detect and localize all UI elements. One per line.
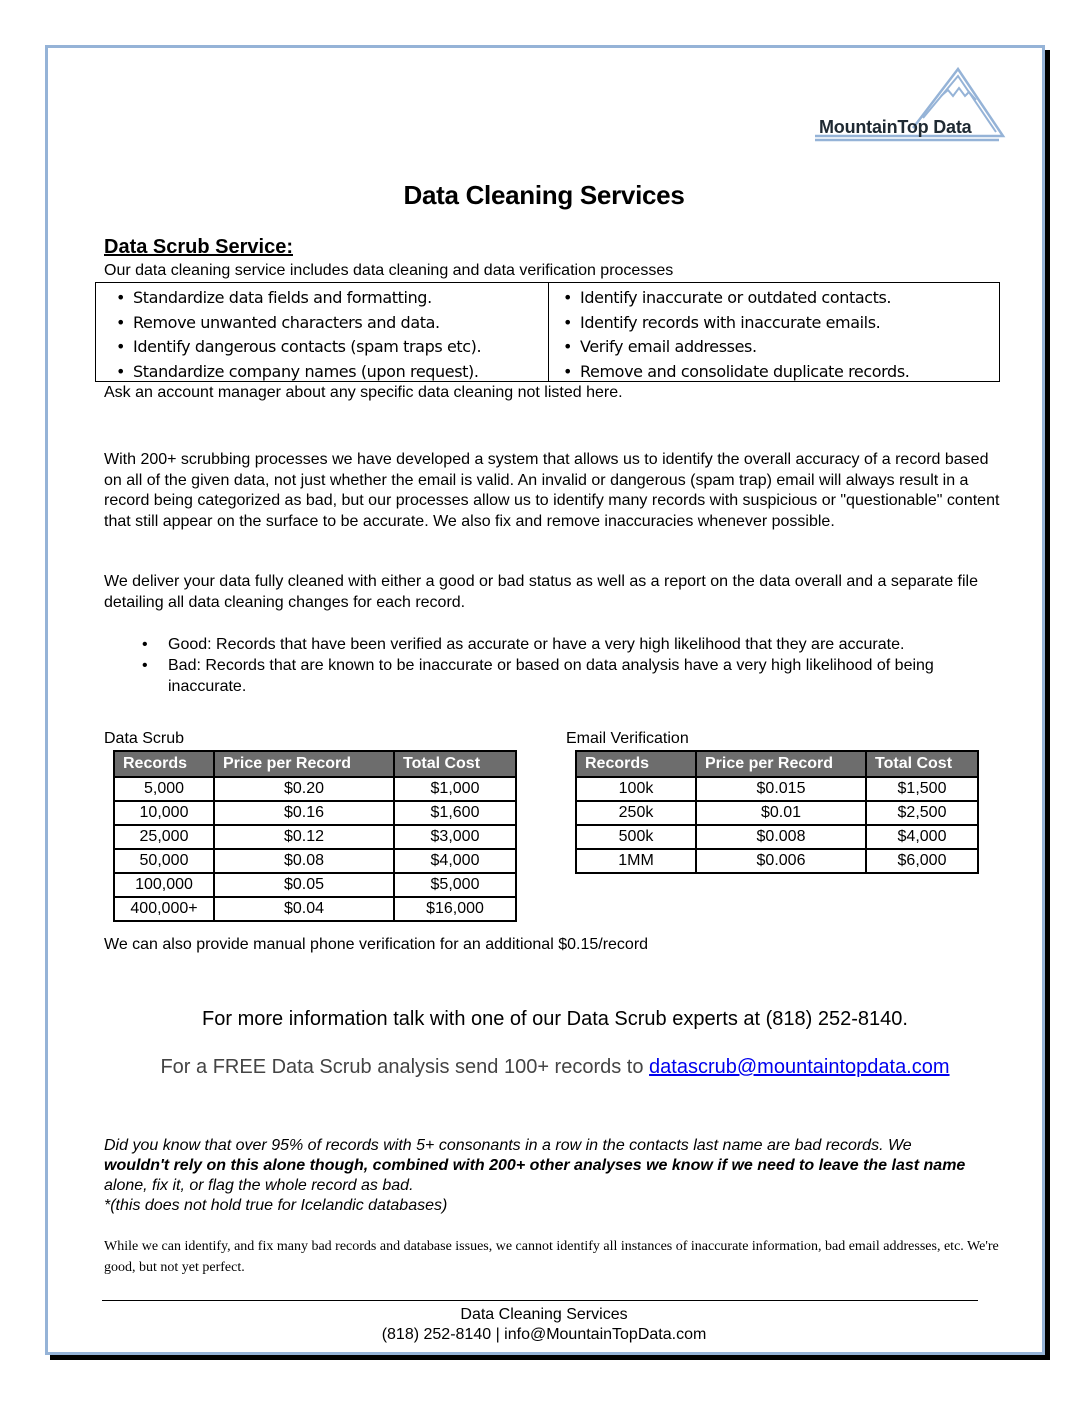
- table-cell: 50,000: [114, 849, 214, 873]
- table-row: [114, 777, 516, 801]
- table-cell: $0.05: [214, 873, 394, 897]
- table-row: [576, 849, 978, 873]
- table-cell: $0.08: [214, 849, 394, 873]
- footer-contact: (818) 252-8140 | info@MountainTopData.com: [381, 1326, 707, 1343]
- column-header: Total Cost: [866, 751, 978, 777]
- table-cell: $0.006: [696, 849, 866, 873]
- service-intro: Our data cleaning service includes data cleaning and data verification processes: [104, 262, 674, 279]
- table-cell: $1,000: [394, 777, 516, 801]
- features-box: [95, 282, 1000, 382]
- table-cell: $16,000: [394, 897, 516, 921]
- column-header: Price per Record: [696, 751, 866, 777]
- status-bad: • Bad: Records that are known to be inaccurate or based on data analysis have a very high likelihood of being inaccurate.: [104, 655, 1004, 697]
- table-row: [114, 897, 516, 921]
- feature-item: • Standardize company names (upon request).: [116, 360, 548, 385]
- table-cell: $2,500: [866, 801, 978, 825]
- disclaimer: While we can identify, and fix many bad records and database issues, we cannot identify all instances of inaccurate information, bad email addresses, etc. We're good, but not yet perfect.: [104, 1239, 999, 1275]
- table-header-row: [114, 751, 516, 777]
- table-row: [576, 825, 978, 849]
- features-right-column: [548, 283, 999, 381]
- table-cell: 100,000: [114, 873, 214, 897]
- features-left-column: [96, 283, 548, 381]
- brand-logo: [813, 66, 1008, 146]
- table-cell: $0.01: [696, 801, 866, 825]
- footer-divider: [102, 1300, 978, 1301]
- email-verification-table-label: Email Verification: [566, 730, 689, 747]
- table-cell: $0.20: [214, 777, 394, 801]
- table-cell: 5,000: [114, 777, 214, 801]
- section-heading: Data Scrub Service:: [104, 236, 293, 258]
- contact-cta: For more information talk with one of our Data Scrub experts at (818) 252-8140.: [202, 1008, 908, 1030]
- table-cell: $0.12: [214, 825, 394, 849]
- table-cell: $1,500: [866, 777, 978, 801]
- column-header: Records: [114, 751, 214, 777]
- free-analysis-cta: [0, 1056, 1088, 1079]
- column-header: Total Cost: [394, 751, 516, 777]
- table-cell: 10,000: [114, 801, 214, 825]
- feature-item: • Identify dangerous contacts (spam traps etc).: [116, 335, 548, 360]
- column-header: Records: [576, 751, 696, 777]
- feature-item: • Identify records with inaccurate emails.: [563, 311, 999, 336]
- table-cell: $3,000: [394, 825, 516, 849]
- did-you-know-line: alone, fix it, or flag the whole record as bad.: [104, 1177, 414, 1194]
- table-cell: 500k: [576, 825, 696, 849]
- status-good: • Good: Records that have been verified as accurate or have a very high likelihood that they are accurate.: [104, 634, 1004, 655]
- feature-item: • Identify inaccurate or outdated contacts.: [563, 286, 999, 311]
- feature-item: • Remove and consolidate duplicate records.: [563, 360, 999, 385]
- table-cell: 100k: [576, 777, 696, 801]
- table-cell: $4,000: [866, 825, 978, 849]
- paragraph-accuracy: With 200+ scrubbing processes we have developed a system that allows us to identify the overall accuracy of a record based on all of the given data, not just whether the email is valid. An invalid or dangerous (spam trap) email will always result in a record being categorized as bad, but our processes allow us to identify many records with suspicious or "questionable" content that still appear on the surface to be accurate. We also fix and remove inaccuracies whenever possible.: [104, 451, 1000, 530]
- table-row: [114, 825, 516, 849]
- table-row: [576, 801, 978, 825]
- phone-verification-note: We can also provide manual phone verification for an additional $0.15/record: [104, 936, 649, 953]
- did-you-know-footnote: *(this does not hold true for Icelandic databases): [104, 1197, 448, 1214]
- free-analysis-text: For a FREE Data Scrub analysis send 100+ records to: [160, 1056, 650, 1078]
- page-footer: [0, 1305, 1088, 1345]
- footer-title: Data Cleaning Services: [460, 1306, 628, 1323]
- table-cell: 250k: [576, 801, 696, 825]
- table-row: [576, 777, 978, 801]
- table-cell: $0.015: [696, 777, 866, 801]
- did-you-know-line: wouldn't rely on this alone though, combined with 200+ other analyses we know if we need to leave the last name: [104, 1157, 966, 1174]
- table-row: [114, 849, 516, 873]
- table-cell: $0.04: [214, 897, 394, 921]
- column-header: Price per Record: [214, 751, 394, 777]
- table-cell: $0.16: [214, 801, 394, 825]
- did-you-know: [104, 1136, 1014, 1216]
- table-cell: $5,000: [394, 873, 516, 897]
- email-verification-price-table: [575, 750, 979, 874]
- datascrub-email-link[interactable]: datascrub@mountaintopdata.com: [649, 1056, 950, 1078]
- data-scrub-price-table: [113, 750, 517, 922]
- table-row: [114, 873, 516, 897]
- table-cell: 1MM: [576, 849, 696, 873]
- feature-item: • Remove unwanted characters and data.: [116, 311, 548, 336]
- feature-item: • Verify email addresses.: [563, 335, 999, 360]
- table-cell: $0.008: [696, 825, 866, 849]
- status-list: [104, 634, 1004, 697]
- feature-item: • Standardize data fields and formatting.: [116, 286, 548, 311]
- table-header-row: [576, 751, 978, 777]
- data-scrub-table-label: Data Scrub: [104, 730, 185, 747]
- table-cell: 400,000+: [114, 897, 214, 921]
- brand-name: MountainTop Data: [819, 117, 972, 137]
- ask-note: Ask an account manager about any specific data cleaning not listed here.: [104, 384, 623, 401]
- table-cell: 25,000: [114, 825, 214, 849]
- paragraph-delivery: We deliver your data fully cleaned with either a good or bad status as well as a report on the data overall and a separate file detailing all data cleaning changes for each record.: [104, 573, 978, 611]
- table-cell: $1,600: [394, 801, 516, 825]
- table-cell: $6,000: [866, 849, 978, 873]
- table-row: [114, 801, 516, 825]
- did-you-know-line: Did you know that over 95% of records with 5+ consonants in a row in the contacts last name are bad records. We: [104, 1137, 912, 1154]
- page-title: Data Cleaning Services: [403, 180, 685, 210]
- table-cell: $4,000: [394, 849, 516, 873]
